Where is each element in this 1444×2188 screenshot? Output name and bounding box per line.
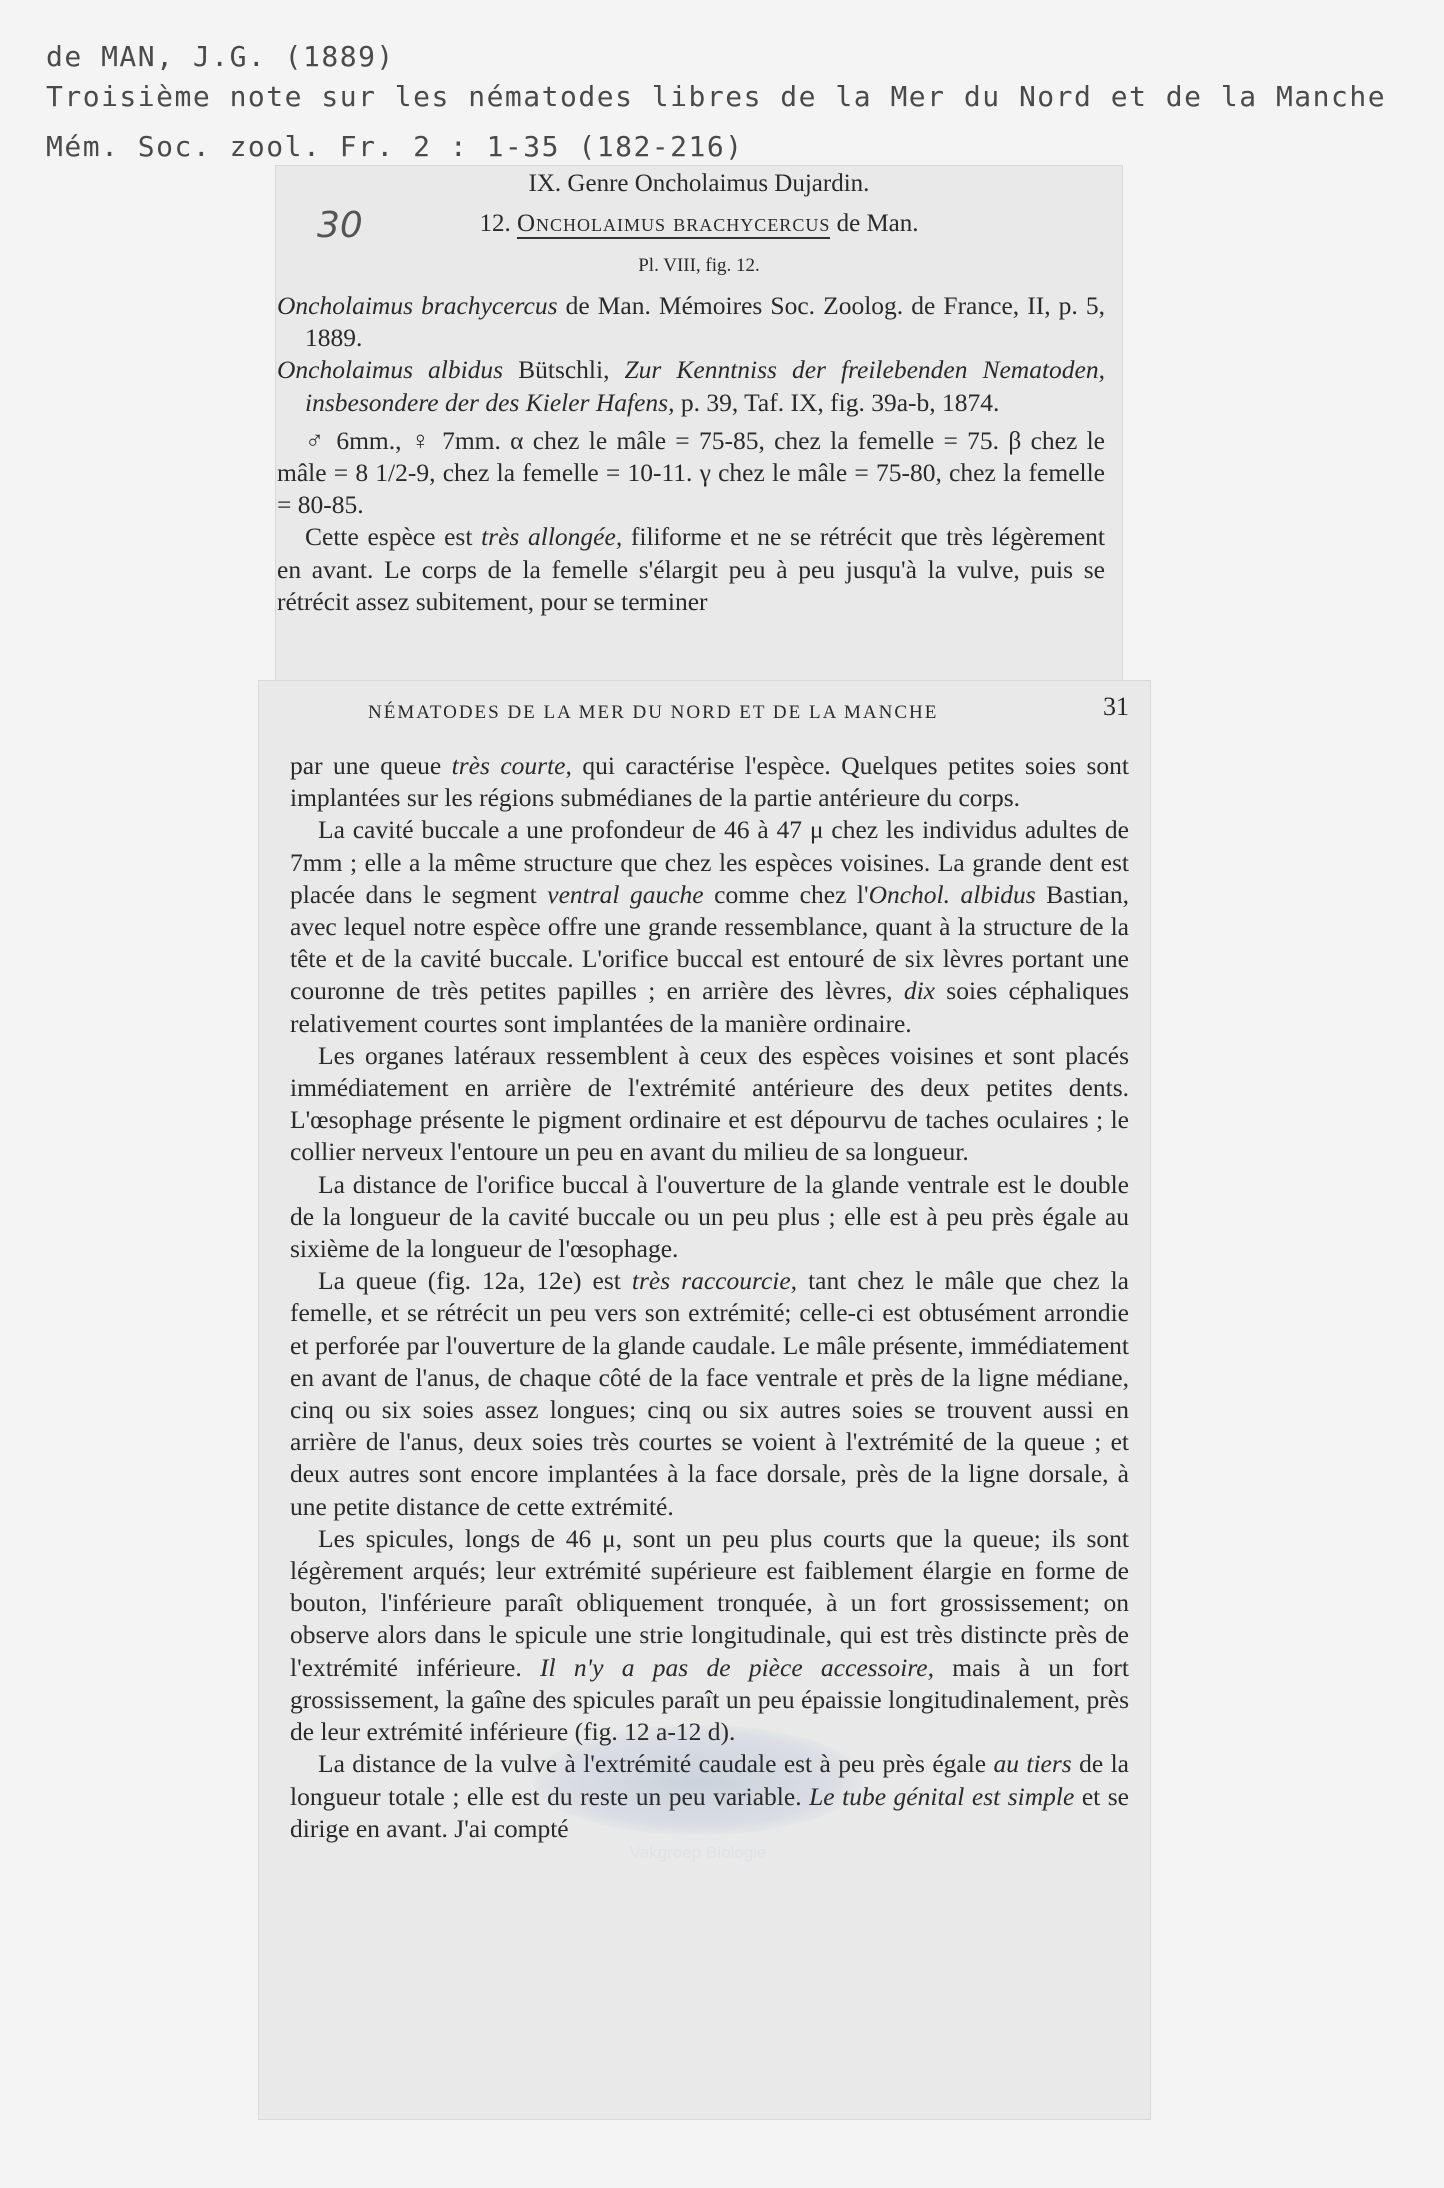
paragraph: La cavité buccale a une profondeur de 46 à 47 μ chez les individus adultes de 7mm ; elle a la même structure que chez les espèces voisines. La grande dent est placée dans le segment ventral gauche comme chez l'Onchol. albidus Bastian, avec lequel notre espèce offre une grande ressemblance, quant à la structure de la tête et de la cavité buccale. L'orifice buccal est entouré de six lèvres portant une couronne de très petites papilles ; en arrière des lèvres, dix soies céphaliques relativement courtes sont implantées de la manière ordinaire.: [290, 815, 1130, 1038]
page-number: 31: [1103, 692, 1129, 721]
paragraph: La distance de l'orifice buccal à l'ouverture de la glande ventrale est le double de la longueur de la cavité buccale ou un peu plus ; elle est à peu près égale au sixième de la longueur de l'œsophage.: [290, 1169, 1129, 1264]
body-text: [290, 750, 1129, 1845]
species-heading: 12. Oncholaimus brachycercus de Man.: [479, 210, 919, 237]
clipping-top: [275, 165, 1123, 685]
running-head: NÉMATODES DE LA MER DU NORD ET DE LA MANCHE: [368, 702, 939, 723]
paragraph: Les spicules, longs de 46 μ, sont un peu plus courts que la queue; ils sont légèrement arqués; leur extrémité supérieure est faiblement élargie en forme de bouton, l'inférieure paraît obliquement tronquée, à un fort grossissement; on observe alors dans le spicule une strie longitudinale, qui est très distincte près de l'extrémité inférieure. Il n'y a pas de pièce accessoire, mais à un fort grossissement, la gaîne des spicules paraît un peu épaissie longitudinalement, près de leur extrémité inférieure (fig. 12 a-12 d).: [290, 1523, 1129, 1747]
species-name: Oncholaimus brachycercus: [516, 210, 831, 237]
paragraph: par une queue très courte, qui caractérise l'espèce. Quelques petites soies sont implantées sur les régions submédianes de la partie antérieure du corps.: [290, 751, 1130, 813]
typed-author-line: de MAN, J.G. (1889): [46, 40, 395, 73]
typed-title-line: Troisième note sur les nématodes libres de la Mer du Nord et de la Manche: [46, 80, 1387, 113]
description-start: Cette espèce est très allongée, filiforme et ne se rétrécit que très légèrement en avant. Le corps de la femelle s'élargit peu à peu jusqu'à la vulve, puis se rétrécit assez subitement, pour se terminer: [277, 522, 1105, 616]
genus-heading: IX. Genre Oncholaimus Dujardin.: [528, 170, 870, 197]
plate-reference: Pl. VIII, fig. 12.: [638, 255, 760, 276]
handwritten-number: 30: [317, 205, 363, 246]
paragraph: La distance de la vulve à l'extrémité caudale est à peu près égale au tiers de la longueur totale ; elle est du reste un peu variable. Le tube génital est simple et se dirige en avant. J'ai compté: [290, 1749, 1129, 1843]
synonymy-block: [277, 290, 1105, 618]
paragraph: Les organes latéraux ressemblent à ceux des espèces voisines et sont placés immédiatement en arrière de l'extrémité antérieure des deux petites dents. L'œsophage présente le pigment ordinaire et est dépourvu de taches oculaires ; le collier nerveux l'entoure un peu en avant du milieu de sa longueur.: [290, 1040, 1129, 1167]
library-stamp: Vakgroep Biologie: [533, 1725, 863, 1835]
clipping-page-31: [258, 680, 1151, 2120]
measurements: ♂ 6mm., ♀ 7mm. α chez le mâle = 75-85, chez la femelle = 75. β chez le mâle = 8 1/2-9, chez la femelle = 10-11. γ chez le mâle = 75-80, chez la femelle = 80-85.: [277, 425, 1105, 520]
typed-reference-line: Mém. Soc. zool. Fr. 2 : 1-35 (182-216): [46, 130, 744, 163]
synonym-2: Oncholaimus albidus Bütschli, Zur Kenntniss der freilebenden Nematoden, insbesondere der des Kieler Hafens, p. 39, Taf. IX, fig. 39a-b, 1874.: [277, 355, 1105, 417]
paragraph: La queue (fig. 12a, 12e) est très raccourcie, tant chez le mâle que chez la femelle, et se rétrécit un peu vers son extrémité; celle-ci est obtusément arrondie et perforée par l'ouverture de la glande caudale. Le mâle présente, immédiatement en avant de l'anus, de chaque côté de la face ventrale et près de la ligne médiane, cinq ou six soies assez longues; cinq ou six autres soies se trouvent aussi en arrière de l'anus, deux soies très courtes se voient à l'extrémité de la queue ; et deux autres sont encore implantées à la face dorsale, près de la ligne dorsale, à une petite distance de cette extrémité.: [290, 1266, 1129, 1521]
synonym-1: Oncholaimus brachycercus de Man. Mémoires Soc. Zoolog. de France, II, p. 5, 1889.: [277, 291, 1105, 353]
